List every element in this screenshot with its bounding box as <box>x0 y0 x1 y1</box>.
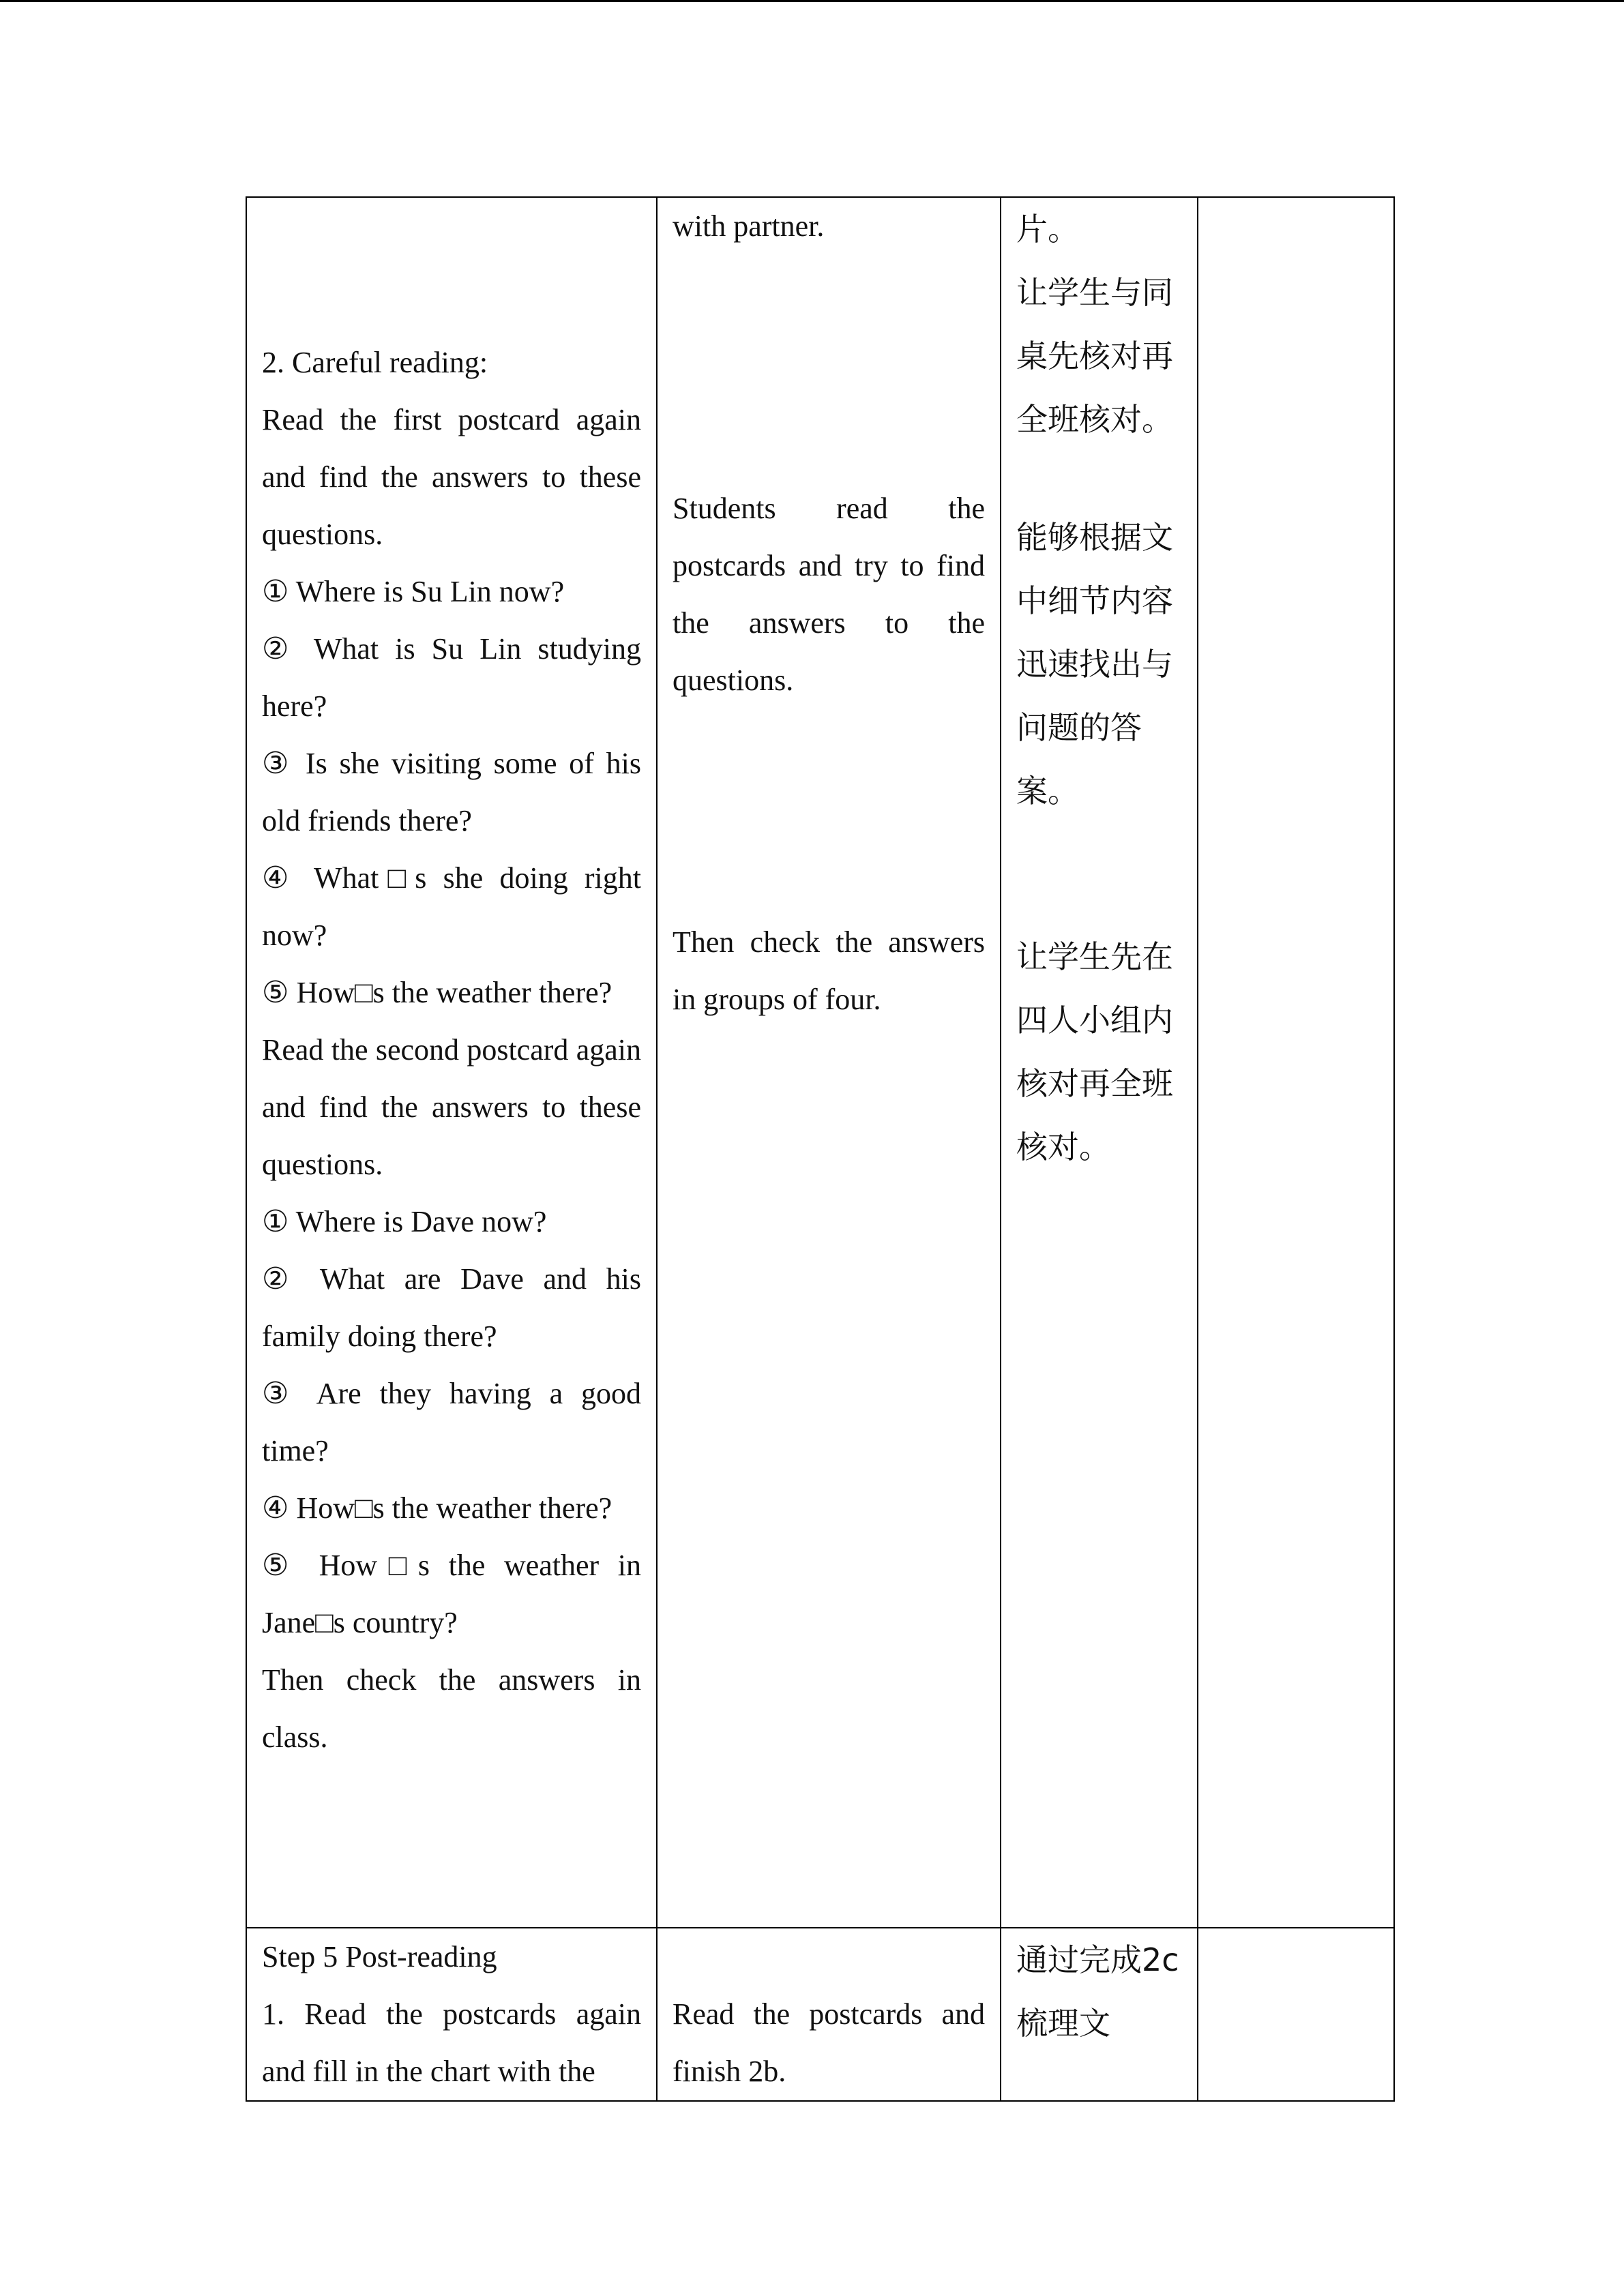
question-item: ④ How□s the weather there? <box>262 1491 612 1525</box>
cell-teacher-activity <box>246 1928 657 2101</box>
question-item: ⑤ How□s the weather in Jane□s country? <box>262 1549 641 1639</box>
cell-notes <box>1198 197 1394 1928</box>
design-intent-top: 片。 <box>1016 211 1079 248</box>
question-item: ② What is Su Lin studying here? <box>262 632 641 723</box>
question-item: ① Where is Su Lin now? <box>262 575 565 608</box>
question-item: ③ Are they having a good time? <box>262 1377 641 1467</box>
instruction-fill-chart: 1. Read the postcards again and fill in the chart with the <box>262 1997 641 2088</box>
table-row-post-reading <box>246 1928 1394 2101</box>
section-heading: 2. Careful reading: <box>262 346 488 379</box>
cell-student-activity <box>657 197 1001 1928</box>
lesson-plan-table <box>246 196 1395 2102</box>
page-top-border <box>0 0 1624 2</box>
instruction-second-postcard: Read the second postcard again and find the answers to these questions. <box>262 1033 641 1181</box>
question-item: ③ Is she visiting some of his old friends there? <box>262 747 641 837</box>
student-activity-read: Students read the postcards and try to find the answers to the questions. <box>673 492 985 697</box>
design-intent-pair-check: 让学生与同桌先核对再全班核对。 <box>1016 274 1173 438</box>
design-intent-group-check: 让学生先在四人小组内核对再全班核对。 <box>1016 938 1173 1165</box>
table-row-careful-reading <box>246 197 1394 1928</box>
cell-design-intent <box>1001 197 1198 1928</box>
question-item: ⑤ How□s the weather there? <box>262 976 612 1009</box>
cell-teacher-activity <box>246 197 657 1928</box>
design-intent-2c: 通过完成2c 梳理文 <box>1016 1941 1179 2042</box>
student-activity-top: with partner. <box>673 209 825 243</box>
cell-notes <box>1198 1928 1394 2101</box>
step-heading: Step 5 Post-reading <box>262 1940 497 1973</box>
cell-student-activity <box>657 1928 1001 2101</box>
instruction-first-postcard: Read the first postcard again and find the answers to these questions. <box>262 403 641 551</box>
question-item: ① Where is Dave now? <box>262 1205 547 1238</box>
question-item: ④ What□s she doing right now? <box>262 861 641 952</box>
design-intent-detail: 能够根据文中细节内容迅速找出与问题的答案。 <box>1016 519 1173 809</box>
student-activity-check: Then check the answers in groups of four. <box>673 925 985 1016</box>
cell-design-intent <box>1001 1928 1198 2101</box>
question-item: ② What are Dave and his family doing there? <box>262 1262 641 1353</box>
instruction-check-class: Then check the answers in class. <box>262 1663 641 1754</box>
student-activity-finish: Read the postcards and finish 2b. <box>673 1997 985 2088</box>
